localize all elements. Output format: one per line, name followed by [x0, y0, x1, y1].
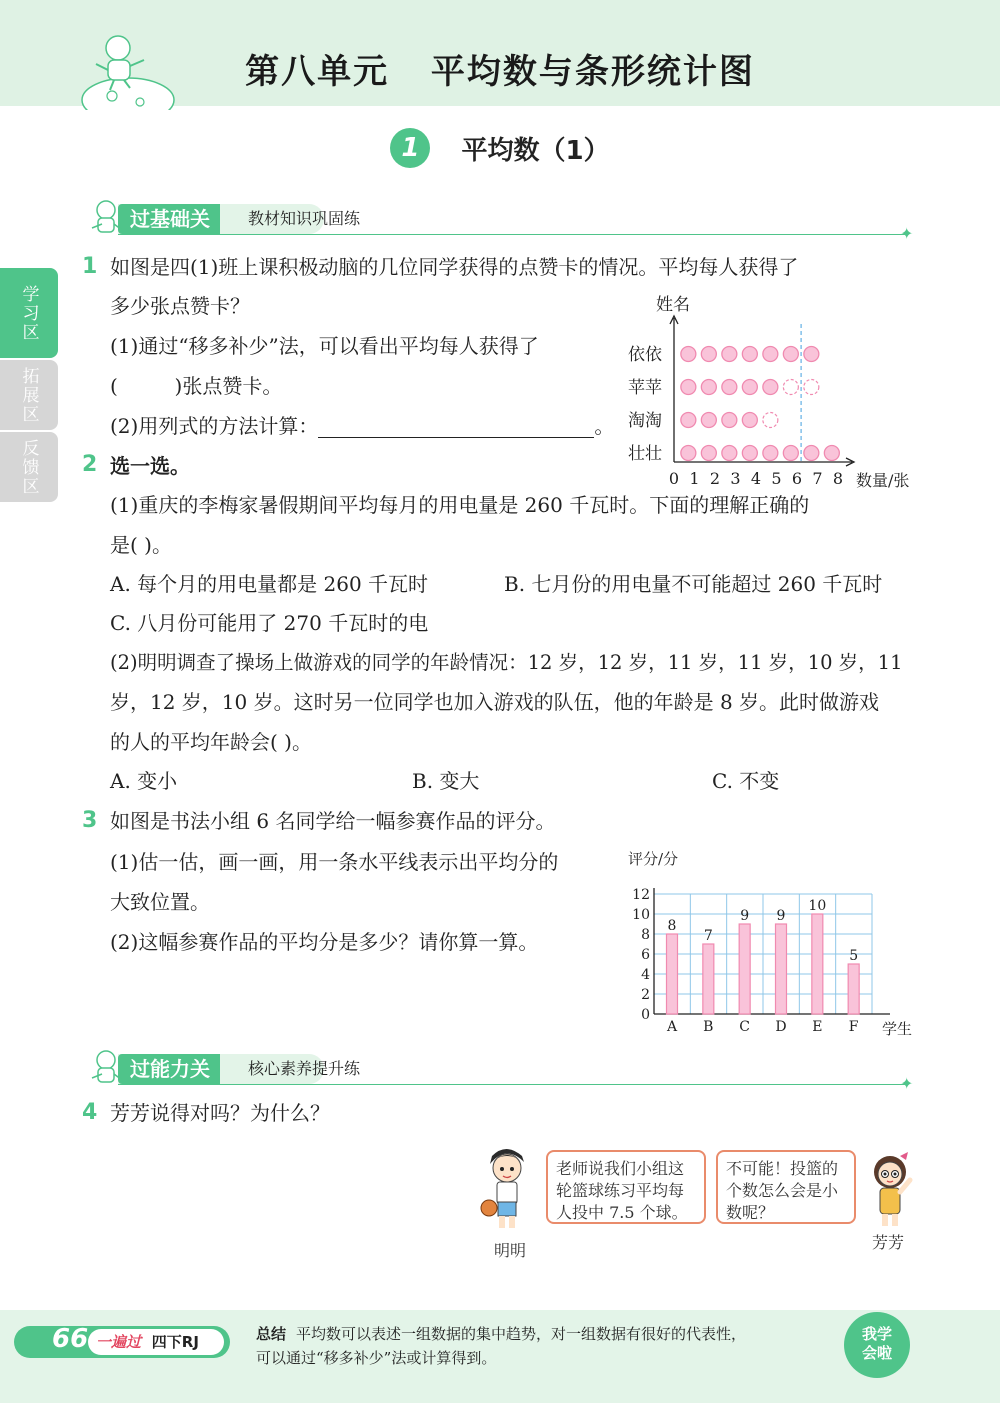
x-tick-label: 4: [750, 469, 762, 488]
q2-p2-line1: (2)明明调查了操场上做游戏的同学的年龄情况：12 岁，12 岁，11 岁，11 岁，10 岁，11: [110, 651, 903, 674]
x-tick-label: D: [775, 1019, 787, 1035]
x-tick-label: F: [848, 1019, 859, 1035]
page-number: 66: [52, 1324, 89, 1354]
q3-p1-line1: (1)估一估，画一画，用一条水平线表示出平均分的: [110, 850, 559, 874]
like-card-dot: [701, 446, 716, 461]
question-2-number: 2: [82, 452, 98, 477]
likes-card-dot-chart: [620, 286, 930, 492]
x-tick-label: 8: [832, 469, 844, 488]
mingming-name: 明明: [494, 1241, 527, 1260]
category-label: 苹苹: [628, 378, 662, 398]
like-card-dot: [681, 347, 696, 362]
bar: [703, 944, 714, 1014]
summary-label: 总结: [256, 1325, 287, 1343]
like-card-dot: [701, 413, 716, 428]
like-card-dot: [783, 347, 798, 362]
section-ability-banner: [88, 1048, 918, 1093]
score-bar-chart: [620, 846, 920, 1036]
like-card-dot: [701, 380, 716, 395]
like-card-dot: [681, 380, 696, 395]
x-tick-label: 6: [791, 469, 803, 488]
y-tick-label: 8: [641, 927, 650, 943]
unit-title: [0, 44, 1000, 93]
bar: [739, 924, 750, 1014]
lesson-number: 1: [390, 128, 430, 168]
question-3-number: 3: [82, 808, 98, 833]
bar: [848, 964, 859, 1014]
section-basic-subtitle: 教材知识巩固练: [248, 209, 361, 228]
boy-with-basketball-icon: [476, 1142, 538, 1234]
x-tick-label: 3: [730, 469, 741, 488]
lesson-heading: [0, 128, 1000, 168]
bar: [667, 934, 678, 1014]
x-axis-label: 数量/张: [856, 471, 910, 490]
q2-p1-option-b[interactable]: B. 七月份的用电量不可能超过 260 千瓦时: [504, 572, 883, 596]
tab-feedback[interactable]: [0, 432, 58, 502]
like-card-dot: [681, 446, 696, 461]
q1-blank-close: )张点赞卡。: [174, 374, 283, 398]
tab-study-label: 学习区: [18, 284, 39, 342]
x-tick-label: 0: [668, 469, 680, 488]
bar-value-label: 10: [808, 898, 827, 914]
bar-value-label: 9: [776, 908, 786, 924]
q3-p1-line2: 大致位置。: [110, 890, 210, 914]
like-card-dot: [763, 380, 778, 395]
bar-value-label: 8: [667, 918, 677, 934]
question-1-number: 1: [82, 254, 98, 279]
q1-text-line1: 如图是四(1)班上课积极动脑的几位同学获得的点赞卡的情况。平均每人获得了: [110, 255, 799, 279]
moved-dot-placeholder: [804, 380, 819, 395]
y-tick-label: 6: [641, 947, 650, 963]
q1-formula-blank[interactable]: [318, 418, 594, 438]
like-card-dot: [742, 347, 757, 362]
unit-label: 第八单元: [245, 52, 390, 92]
q1-blank-open: (: [110, 374, 118, 398]
tab-extend-label: 拓展区: [18, 366, 39, 424]
badge-line1: 我学: [861, 1325, 892, 1343]
moved-dot-placeholder: [763, 413, 778, 428]
banner-divider: [118, 234, 908, 235]
x-tick-label: 2: [709, 469, 721, 488]
like-card-dot: [763, 347, 778, 362]
like-card-dot: [804, 446, 819, 461]
star-icon: ✦: [900, 224, 914, 243]
category-label: 淘淘: [628, 411, 662, 431]
q2-p1-option-a[interactable]: A. 每个月的用电量都是 260 千瓦时: [110, 572, 429, 596]
x-tick-label: A: [666, 1019, 678, 1035]
speech-bubble-fangfang: 不可能！投篮的个数怎么会是小数呢？: [716, 1150, 856, 1224]
q2-p2-option-b[interactable]: B. 变大: [412, 769, 480, 793]
y-axis-label: 评分/分: [628, 850, 679, 868]
like-card-dot: [804, 347, 819, 362]
speech-bubble-mingming: 老师说我们小组这轮篮球练习平均每人投中 7.5 个球。: [546, 1150, 706, 1224]
unit-title-text: 平均数与条形统计图: [430, 52, 755, 92]
section-ability-subtitle: 核心素养提升练: [248, 1059, 361, 1078]
brand-label: [88, 1329, 224, 1355]
q1-text-line2: 多少张点赞卡？: [110, 294, 250, 318]
fangfang-name: 芳芳: [872, 1233, 905, 1252]
q1-part2-end: 。: [594, 414, 615, 438]
section-basic-tag: 过基础关: [118, 204, 220, 234]
q1-part1-line1: (1)通过“移多补少”法，可以看出平均每人获得了: [110, 334, 539, 358]
tab-study[interactable]: [0, 268, 58, 358]
summary-line2: 可以通过“移多补少”法或计算得到。: [256, 1349, 497, 1367]
q2-p1-option-c[interactable]: C. 八月份可能用了 270 千瓦时的电: [110, 611, 429, 635]
like-card-dot: [722, 413, 737, 428]
banner-divider: [118, 1084, 908, 1085]
q2-p1-line1: (1)重庆的李梅家暑假期间平均每月的用电量是 260 千瓦时。下面的理解正确的: [110, 493, 810, 517]
moved-dot-placeholder: [783, 380, 798, 395]
like-card-dot: [742, 380, 757, 395]
x-tick-label: C: [739, 1019, 751, 1035]
category-label: 壮壮: [628, 444, 662, 464]
q2-p1-line2: 是( )。: [110, 533, 172, 557]
x-tick-label: 5: [771, 469, 782, 488]
y-tick-label: 10: [632, 907, 650, 923]
learned-badge[interactable]: [844, 1312, 910, 1378]
bar-value-label: 9: [740, 908, 750, 924]
grade-label: 四下RJ: [151, 1333, 199, 1351]
lesson-title: 平均数（1）: [461, 135, 610, 166]
like-card-dot: [722, 446, 737, 461]
x-tick-label: B: [703, 1019, 714, 1035]
category-label: 依依: [628, 345, 662, 365]
brand-name: 一遍过: [96, 1333, 142, 1351]
y-tick-label: 0: [641, 1007, 650, 1023]
summary: [256, 1322, 746, 1370]
question-4-number: 4: [82, 1100, 98, 1125]
section-ability-tag: 过能力关: [118, 1054, 220, 1084]
q4-text: 芳芳说得对吗？为什么？: [110, 1101, 330, 1125]
q1-part2-text: (2)用列式的方法计算：: [110, 414, 319, 438]
q2-p2-option-c[interactable]: C. 不变: [712, 769, 780, 793]
girl-raising-hand-icon: [860, 1146, 922, 1230]
tab-extend[interactable]: [0, 360, 58, 430]
y-tick-label: 4: [641, 967, 650, 983]
q2-p2-option-a[interactable]: A. 变小: [110, 769, 178, 793]
bar-value-label: 7: [703, 928, 713, 944]
y-tick-label: 12: [632, 887, 650, 903]
q2-p2-line2: 岁，12 岁，10 岁。这时另一位同学也加入游戏的队伍，他的年龄是 8 岁。此时做游戏: [110, 690, 880, 714]
like-card-dot: [742, 413, 757, 428]
star-icon: ✦: [900, 1074, 914, 1093]
like-card-dot: [763, 446, 778, 461]
tab-feedback-label: 反馈区: [18, 438, 39, 496]
q2-p2-line3: 的人的平均年龄会( )。: [110, 730, 312, 754]
astronaut-mascot-icon: [88, 1048, 124, 1088]
y-axis-label: 姓名: [656, 295, 690, 315]
like-card-dot: [681, 413, 696, 428]
like-card-dot: [783, 446, 798, 461]
bar: [776, 924, 787, 1014]
q3-text: 如图是书法小组 6 名同学给一幅参赛作品的评分。: [110, 809, 556, 833]
y-tick-label: 2: [641, 987, 650, 1003]
q1-part2: [110, 414, 614, 438]
bar: [812, 914, 823, 1014]
x-tick-label: 7: [812, 469, 823, 488]
astronaut-mascot-icon: [88, 198, 124, 238]
summary-line1: 平均数可以表述一组数据的集中趋势，对一组数据有很好的代表性，: [296, 1325, 747, 1343]
bar-value-label: 5: [849, 948, 859, 964]
badge-line2: 会啦: [861, 1344, 892, 1362]
x-tick-label: 1: [689, 469, 700, 488]
x-axis-label: 学生: [882, 1020, 913, 1036]
like-card-dot: [722, 347, 737, 362]
x-tick-label: E: [812, 1019, 823, 1035]
q1-part1-line2: [110, 374, 282, 398]
like-card-dot: [701, 347, 716, 362]
q3-p2: (2)这幅参赛作品的平均分是多少？请你算一算。: [110, 930, 539, 954]
q2-title: 选一选。: [110, 454, 190, 478]
like-card-dot: [824, 446, 839, 461]
section-basic-banner: [88, 198, 918, 243]
like-card-dot: [722, 380, 737, 395]
like-card-dot: [742, 446, 757, 461]
